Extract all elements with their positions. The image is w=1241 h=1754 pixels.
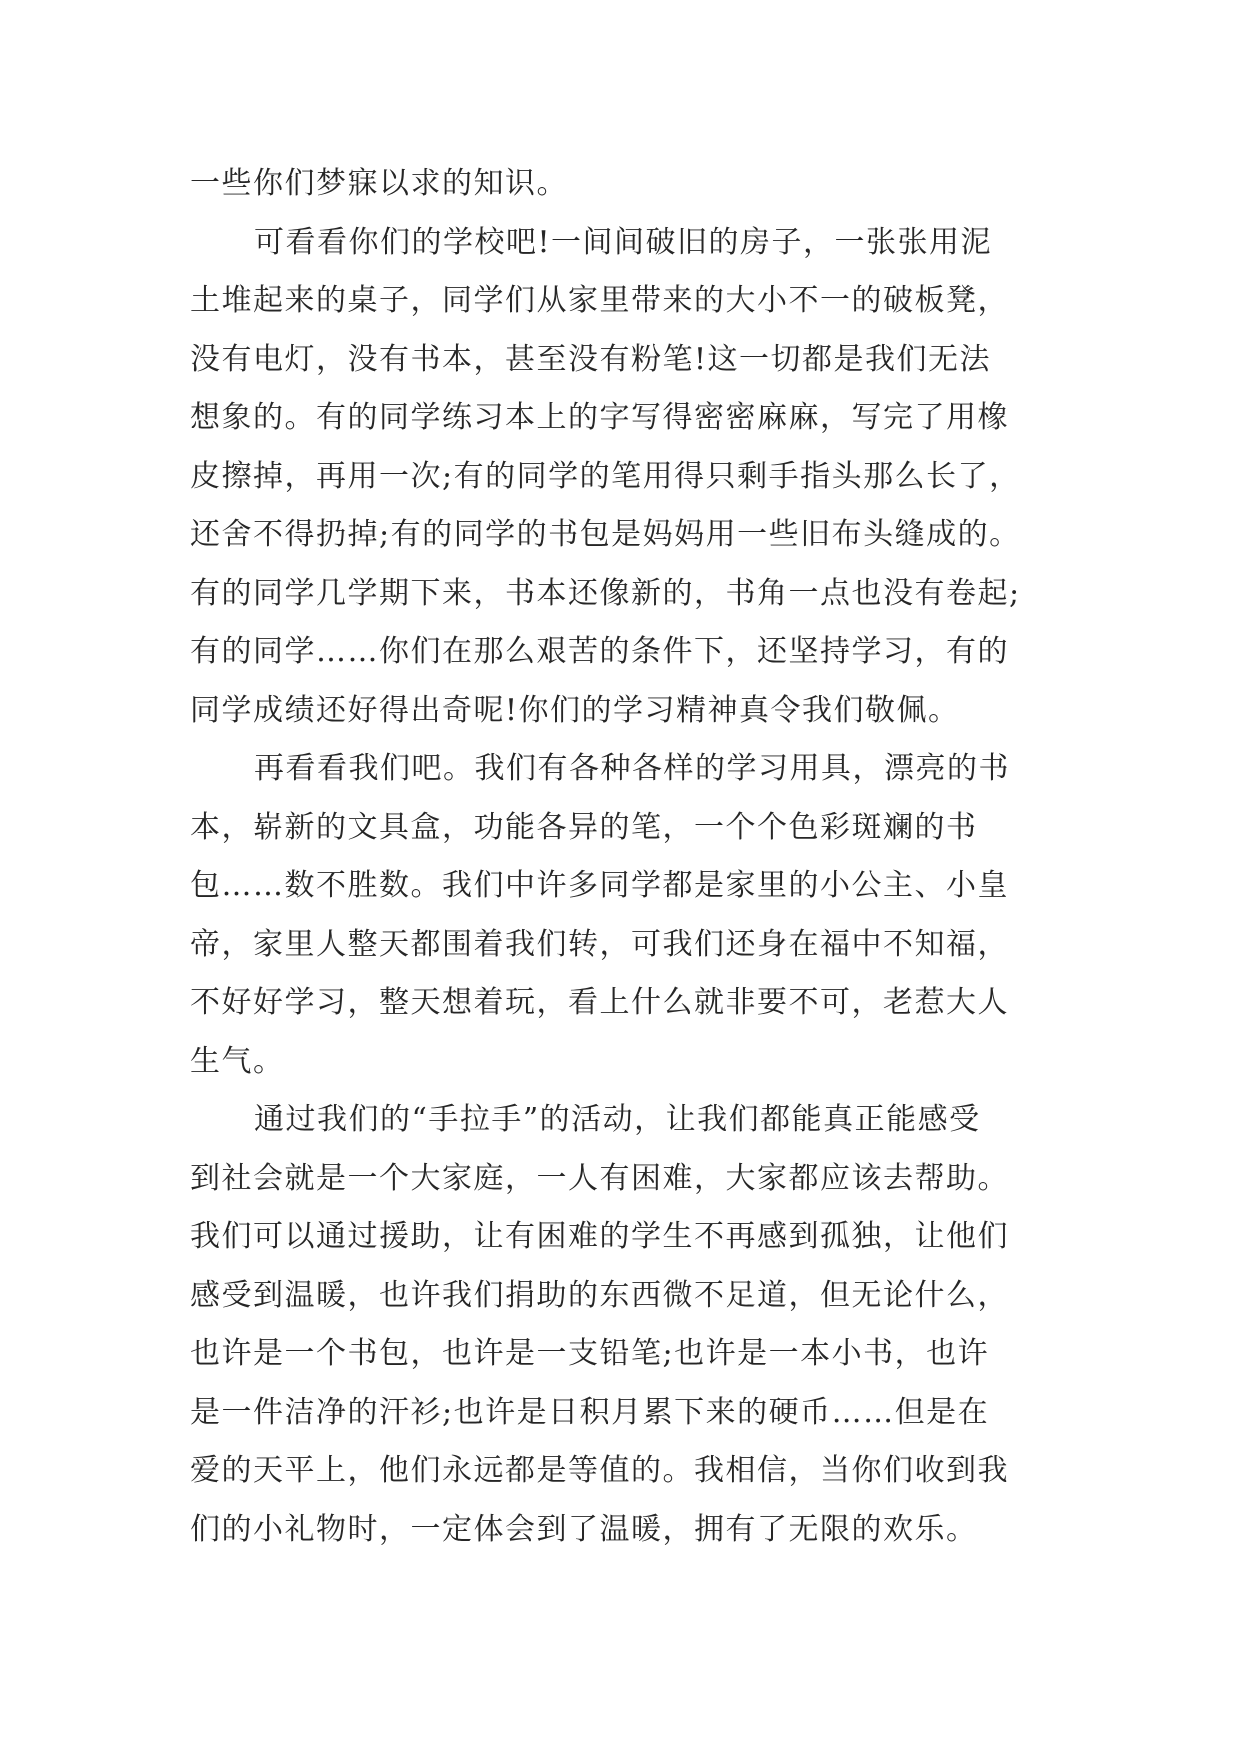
text-line: 我们可以通过援助，让有困难的学生不再感到孤独，让他们 bbox=[190, 1219, 1009, 1254]
text-line: 们的小礼物时，一定体会到了温暖，拥有了无限的欢乐。 bbox=[190, 1511, 978, 1547]
text-line: 帝，家里人整天都围着我们转，可我们还身在福中不知福， bbox=[190, 926, 1009, 962]
text-line: 没有电灯，没有书本，甚至没有粉笔!这一切都是我们无法 bbox=[190, 341, 992, 377]
text-line: 通过我们的“手拉手”的活动，让我们都能真正能感受 bbox=[254, 1102, 981, 1137]
text-line: 感受到温暖，也许我们捐助的东西微不足道，但无论什么， bbox=[190, 1277, 1009, 1313]
text-line: 有的同学几学期下来，书本还像新的，书角一点也没有卷起; bbox=[190, 575, 1021, 611]
text-line: 想象的。有的同学练习本上的字写得密密麻麻，写完了用橡 bbox=[190, 400, 1009, 435]
text-line: 再看看我们吧。我们有各种各样的学习用具，漂亮的书 bbox=[254, 751, 1010, 786]
text-line: 有的同学……你们在那么艰苦的条件下，还坚持学习，有的 bbox=[190, 634, 1009, 669]
text-line: 本，崭新的文具盒，功能各异的笔，一个个色彩斑斓的书 bbox=[190, 809, 978, 845]
text-line: 同学成绩还好得出奇呢!你们的学习精神真令我们敬佩。 bbox=[190, 692, 960, 728]
text-line: 包……数不胜数。我们中许多同学都是家里的小公主、小皇 bbox=[190, 868, 1009, 903]
text-line: 土堆起来的桌子，同学们从家里带来的大小不一的破板凳， bbox=[190, 283, 1009, 318]
text-line: 一些你们梦寐以求的知识。 bbox=[190, 166, 568, 201]
text-line: 不好好学习，整天想着玩，看上什么就非要不可，老惹大人 bbox=[190, 985, 1009, 1020]
text-line: 生气。 bbox=[190, 1043, 285, 1079]
text-line: 爱的天平上，他们永远都是等值的。我相信，当你们收到我 bbox=[190, 1453, 1009, 1488]
text-line: 到社会就是一个大家庭，一人有困难，大家都应该去帮助。 bbox=[190, 1160, 1009, 1196]
text-line: 皮擦掉，再用一次;有的同学的笔用得只剩手指头那么长了， bbox=[190, 458, 1021, 494]
document-body bbox=[190, 155, 1070, 1559]
text-line: 也许是一个书包，也许是一支铅笔;也许是一本小书，也许 bbox=[190, 1336, 990, 1371]
text-line: 是一件洁净的汗衫;也许是日积月累下来的硬币……但是在 bbox=[190, 1394, 990, 1430]
text-line: 可看看你们的学校吧!一间间破旧的房子，一张张用泥 bbox=[254, 224, 993, 260]
text-line: 还舍不得扔掉;有的同学的书包是妈妈用一些旧布头缝成的。 bbox=[190, 517, 1021, 552]
